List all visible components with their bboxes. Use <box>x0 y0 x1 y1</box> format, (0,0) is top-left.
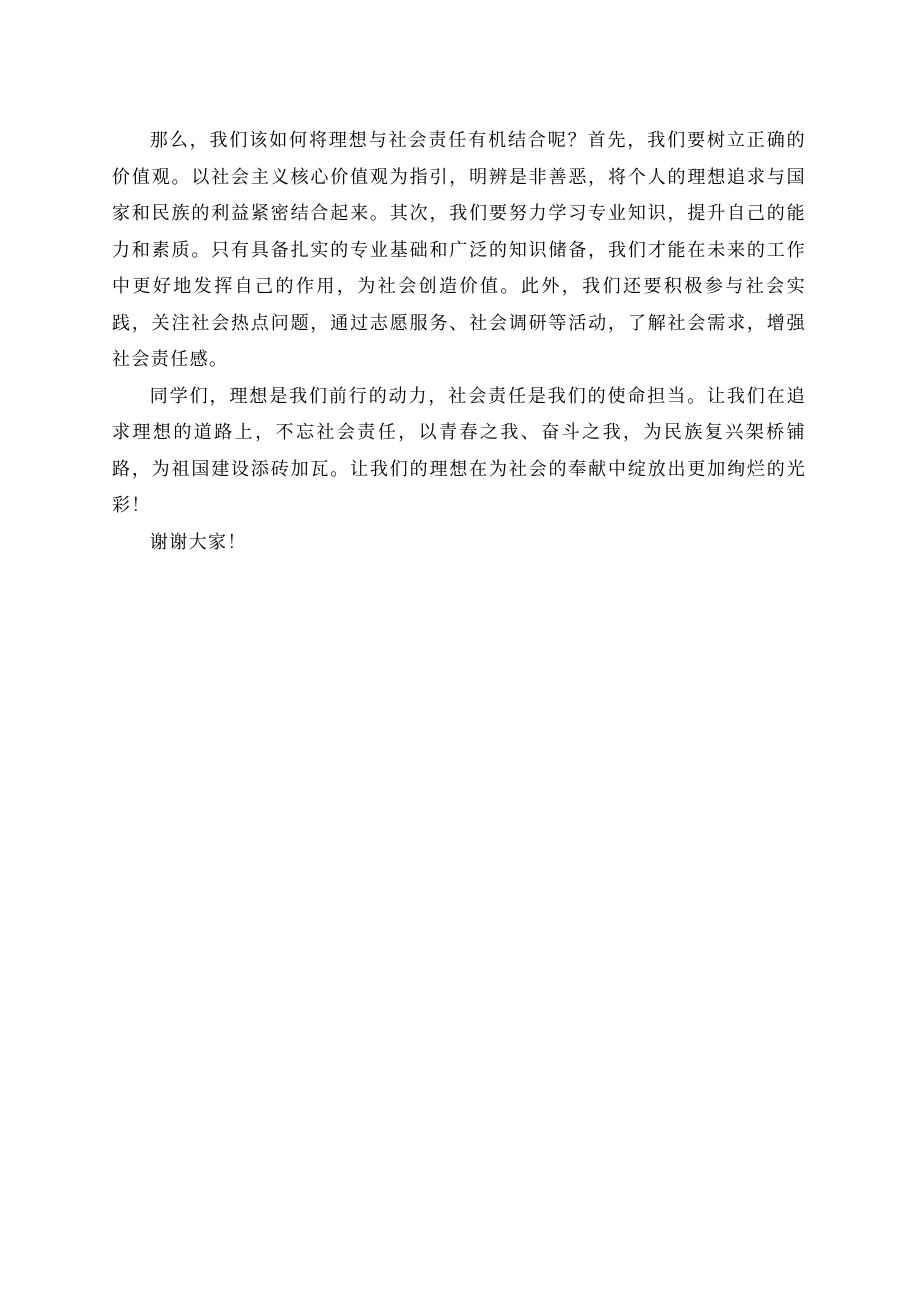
paragraph-thanks: 谢谢大家！ <box>149 531 247 553</box>
paragraph-call-to-action: 同学们，理想是我们前行的动力，社会责任是我们的使命担当。让我们在追求理想的道路上，不忘社会责任，以青春之我、奋斗之我，为民族复兴架桥铺路，为祖国建设添砖加瓦。让我们的理想在为社会的奉献中绽放出更加绚烂的光彩！ <box>112 385 806 516</box>
paragraph-integration: 那么，我们该如何将理想与社会责任有机结合呢？首先，我们要树立正确的价值观。以社会主义核心价值观为指引，明辨是非善恶，将个人的理想追求与国家和民族的利益紧密结合起来。其次，我们要努力学习专业知识，提升自己的能力和素质。只有具备扎实的专业基础和广泛的知识储备，我们才能在未来的工作中更好地发挥自己的作用，为社会创造价值。此外，我们还要积极参与社会实践，关注社会热点问题，通过志愿服务、社会调研等活动，了解社会需求，增强社会责任感。 <box>112 130 806 370</box>
document-body <box>112 123 806 561</box>
